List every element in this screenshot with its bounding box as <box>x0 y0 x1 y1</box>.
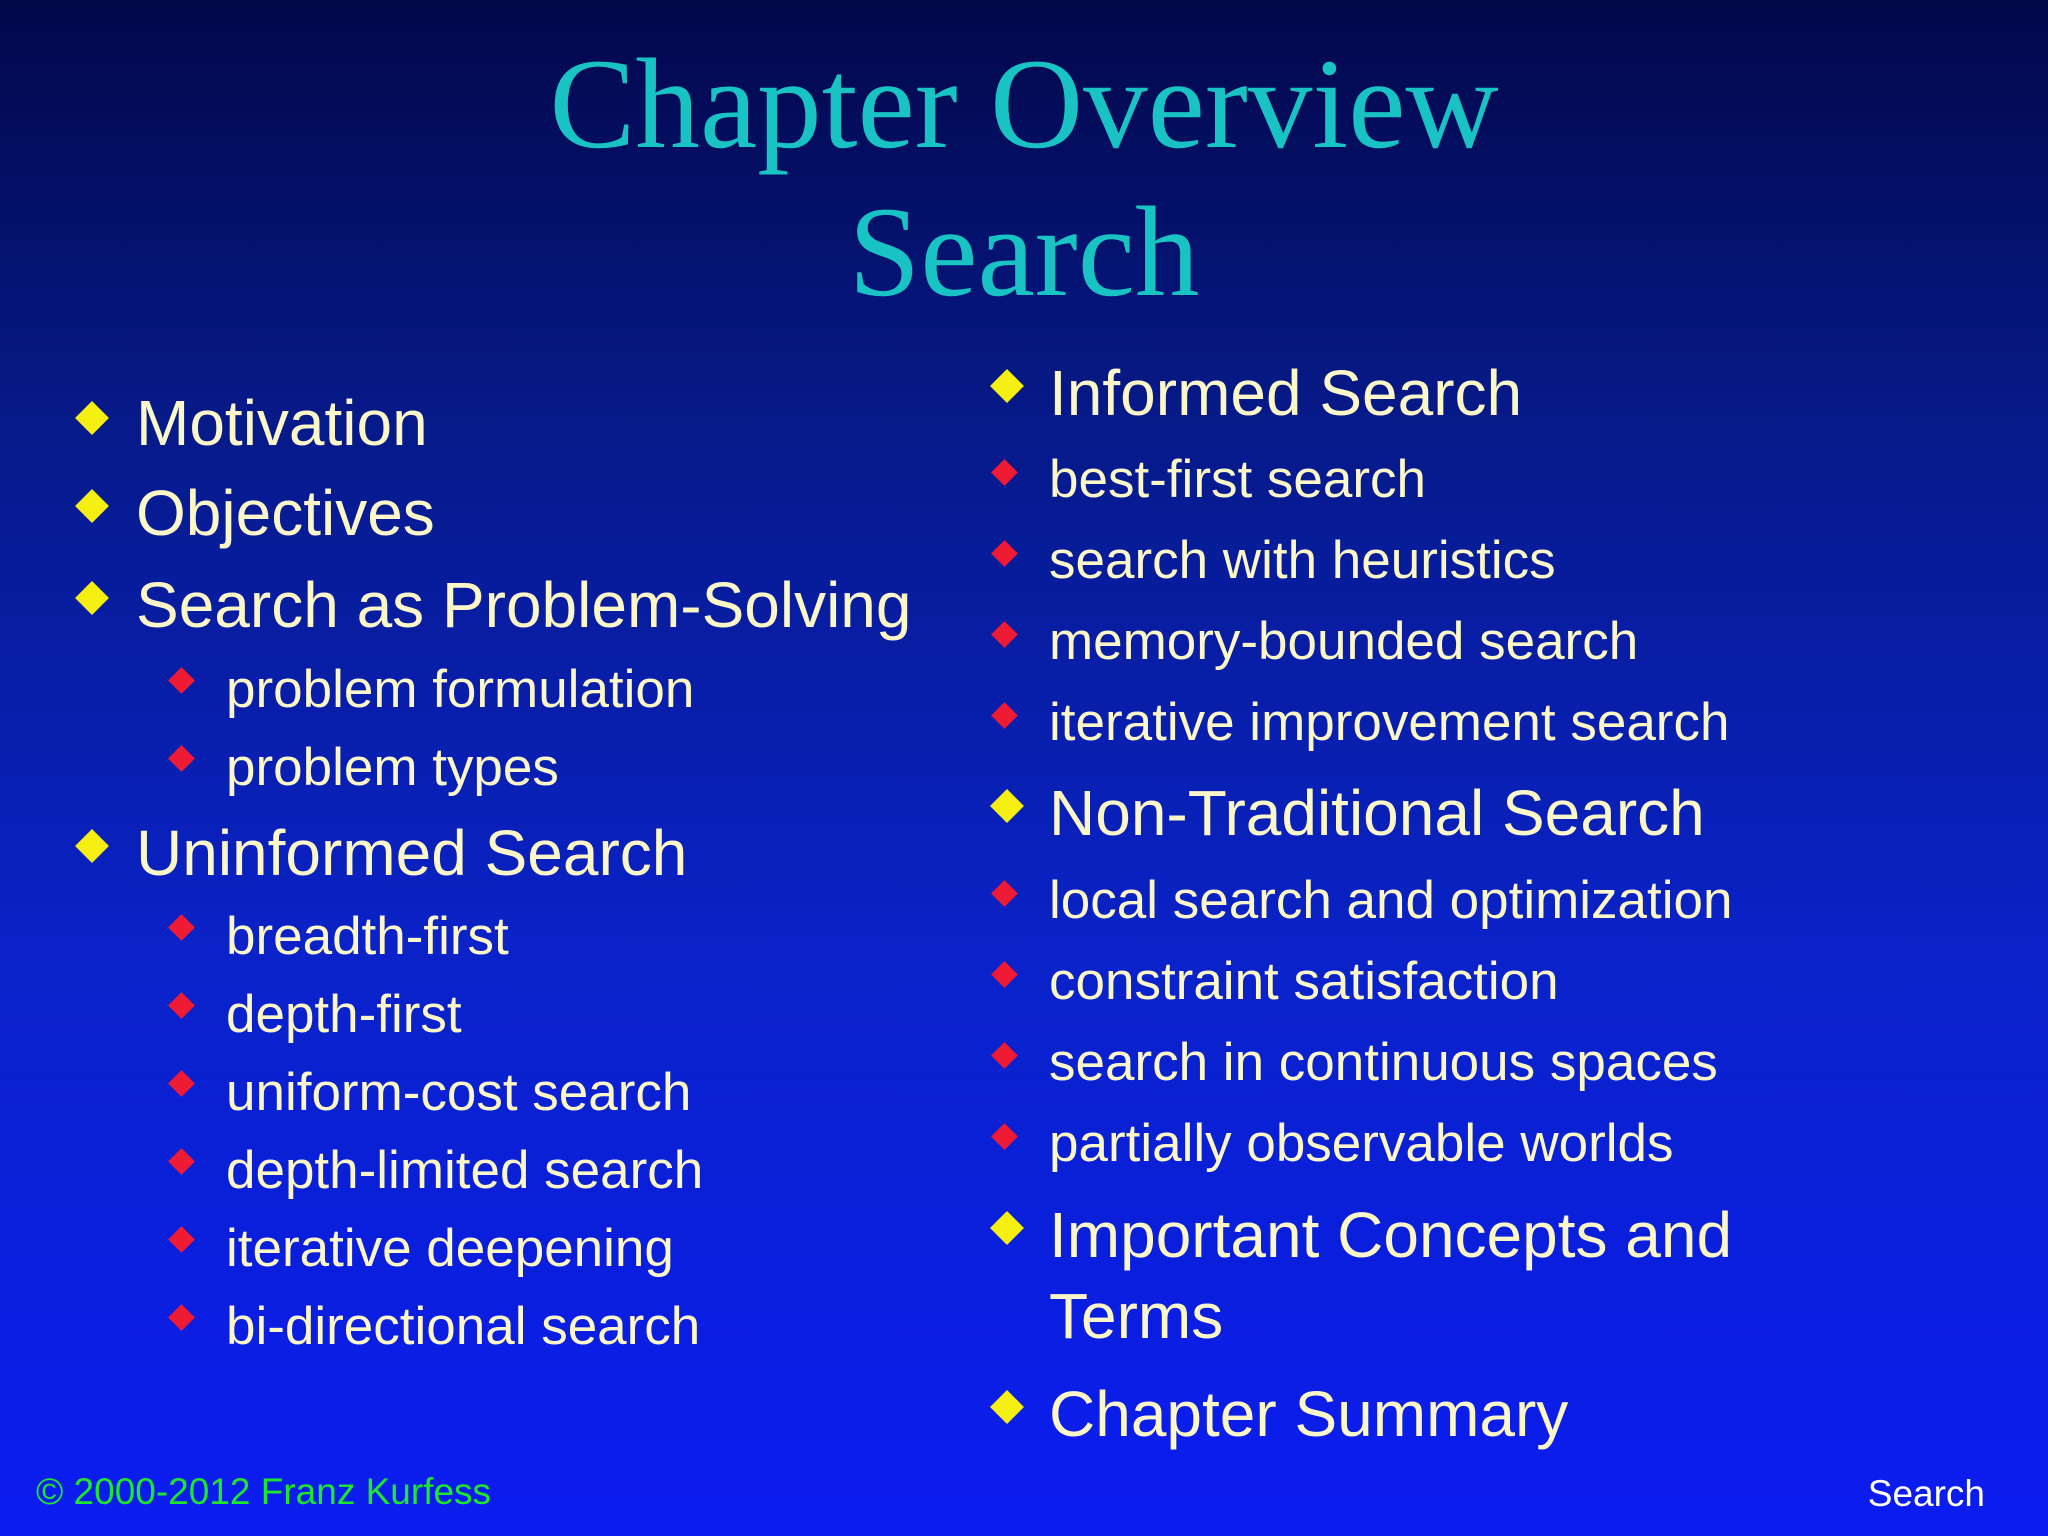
outline-item: Informed Search <box>1049 357 1523 429</box>
slide-title: Chapter Overview <box>549 32 1499 175</box>
outline-subitem: search in continuous spaces <box>1049 1033 1718 1092</box>
sub-bullet-icon <box>991 1042 1018 1069</box>
main-bullet-icon <box>990 1390 1024 1424</box>
outline-subitem: problem formulation <box>226 660 695 719</box>
outline-subitem: depth-first <box>226 985 462 1044</box>
outline-subitem: breadth-first <box>226 907 509 966</box>
main-bullet-icon <box>75 829 109 863</box>
outline-item: Uninformed Search <box>136 817 688 889</box>
sub-bullet-icon <box>168 667 195 694</box>
sub-bullet-icon <box>991 621 1018 648</box>
sub-bullet-icon <box>168 1070 195 1097</box>
sub-bullet-icon <box>168 992 195 1019</box>
outline-item: Important Concepts and <box>1049 1199 1733 1271</box>
outline-item: Motivation <box>136 387 428 459</box>
outline-item: Objectives <box>136 477 435 549</box>
section-footer: Search <box>1867 1473 1985 1514</box>
outline-subitem: constraint satisfaction <box>1049 952 1559 1011</box>
outline-subitem: partially observable worlds <box>1049 1114 1674 1173</box>
outline-item: Chapter Summary <box>1049 1378 1569 1450</box>
sub-bullet-icon <box>168 745 195 772</box>
outline-subitem: uniform-cost search <box>226 1063 692 1122</box>
sub-bullet-icon <box>991 880 1018 907</box>
sub-bullet-icon <box>991 1123 1018 1150</box>
outline-item: Search as Problem-Solving <box>136 569 912 641</box>
outline-subitem: memory-bounded search <box>1049 612 1639 671</box>
outline-subitem: best-first search <box>1049 450 1427 509</box>
outline-subitem: bi-directional search <box>226 1297 701 1356</box>
sub-bullet-icon <box>991 702 1018 729</box>
outline-subitem: local search and optimization <box>1049 871 1733 930</box>
outline-subitem: iterative improvement search <box>1049 693 1730 752</box>
main-bullet-icon <box>75 489 109 523</box>
outline-subitem: depth-limited search <box>226 1141 704 1200</box>
main-bullet-icon <box>990 369 1024 403</box>
sub-bullet-icon <box>168 1148 195 1175</box>
outline-subitem: problem types <box>226 738 559 797</box>
main-bullet-icon <box>990 1211 1024 1245</box>
sub-bullet-icon <box>168 1226 195 1253</box>
sub-bullet-icon <box>168 1304 195 1331</box>
sub-bullet-icon <box>991 540 1018 567</box>
main-bullet-icon <box>75 581 109 615</box>
copyright-footer: © 2000-2012 Franz Kurfess <box>36 1471 492 1512</box>
outline-subitem: search with heuristics <box>1049 531 1556 590</box>
main-bullet-icon <box>990 789 1024 823</box>
sub-bullet-icon <box>168 914 195 941</box>
outline-item: Non-Traditional Search <box>1049 777 1705 849</box>
outline-subitem: iterative deepening <box>226 1219 674 1278</box>
sub-bullet-icon <box>991 459 1018 486</box>
slide-subtitle: Search <box>848 180 1200 323</box>
sub-bullet-icon <box>991 961 1018 988</box>
main-bullet-icon <box>75 401 109 435</box>
outline-item-continuation: Terms <box>1049 1280 1224 1352</box>
